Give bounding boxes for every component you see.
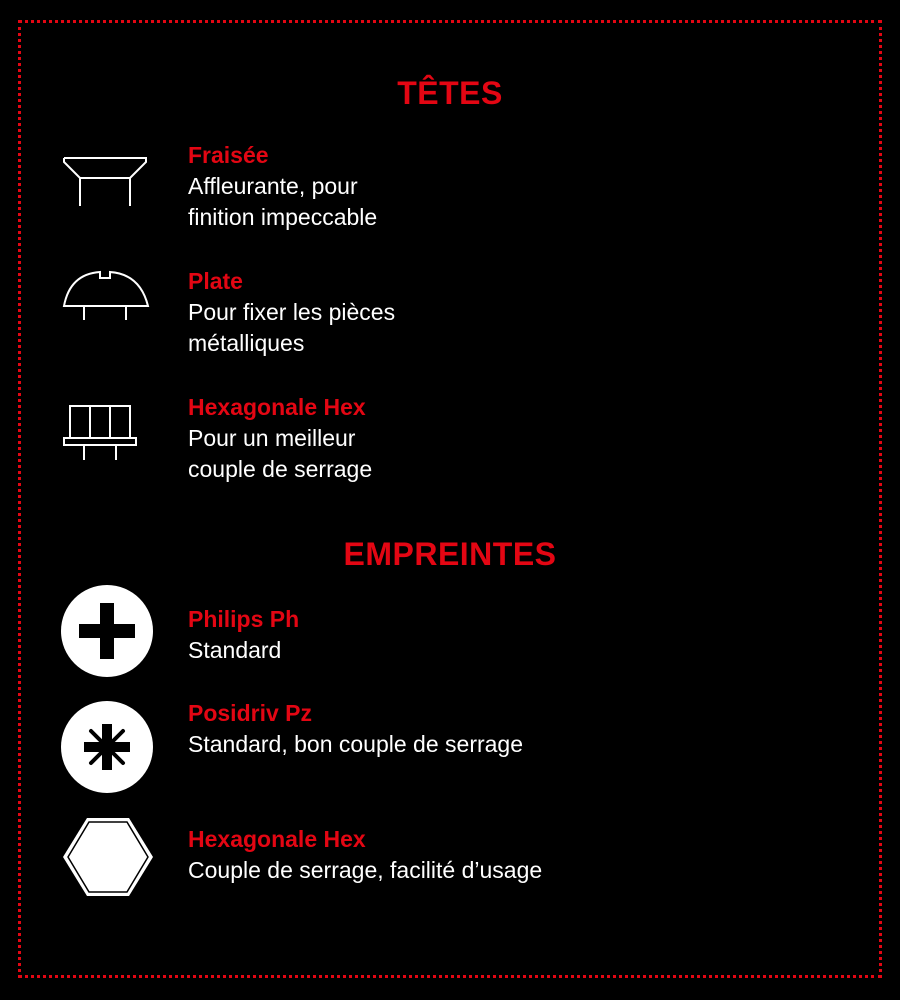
countersunk-head-icon [60, 148, 152, 208]
item-description: Affleurante, pour finition impeccable [188, 173, 378, 230]
drive-item-text [188, 698, 523, 760]
heads-section-title: TÊTES [397, 75, 503, 111]
item-name: Plate [188, 268, 243, 294]
item-description: Couple de serrage, facilité d’usage [188, 857, 543, 883]
item-name: Hexagonale Hex [188, 394, 366, 420]
head-item-text [188, 392, 372, 485]
hex-head-icon [60, 402, 142, 462]
item-name: Hexagonale Hex [188, 826, 366, 852]
item-description: Pour un meilleur couple de serrage [188, 425, 373, 482]
pan-head-icon [60, 268, 152, 324]
drive-item-text [188, 604, 299, 666]
phillips-drive-icon [60, 584, 154, 678]
drive-item-text [188, 824, 542, 886]
item-name: Posidriv Pz [188, 700, 312, 726]
pozidriv-drive-icon [60, 700, 154, 794]
item-description: Standard, bon couple de serrage [188, 731, 524, 757]
drives-section-title: EMPREINTES [343, 536, 557, 572]
head-item-text [188, 266, 395, 359]
item-name: Fraisée [188, 142, 269, 168]
head-item-text [188, 140, 377, 233]
item-description: Pour fixer les pièces métalliques [188, 299, 396, 356]
hex-drive-icon [60, 816, 156, 898]
item-name: Philips Ph [188, 606, 300, 632]
item-description: Standard [188, 637, 282, 663]
